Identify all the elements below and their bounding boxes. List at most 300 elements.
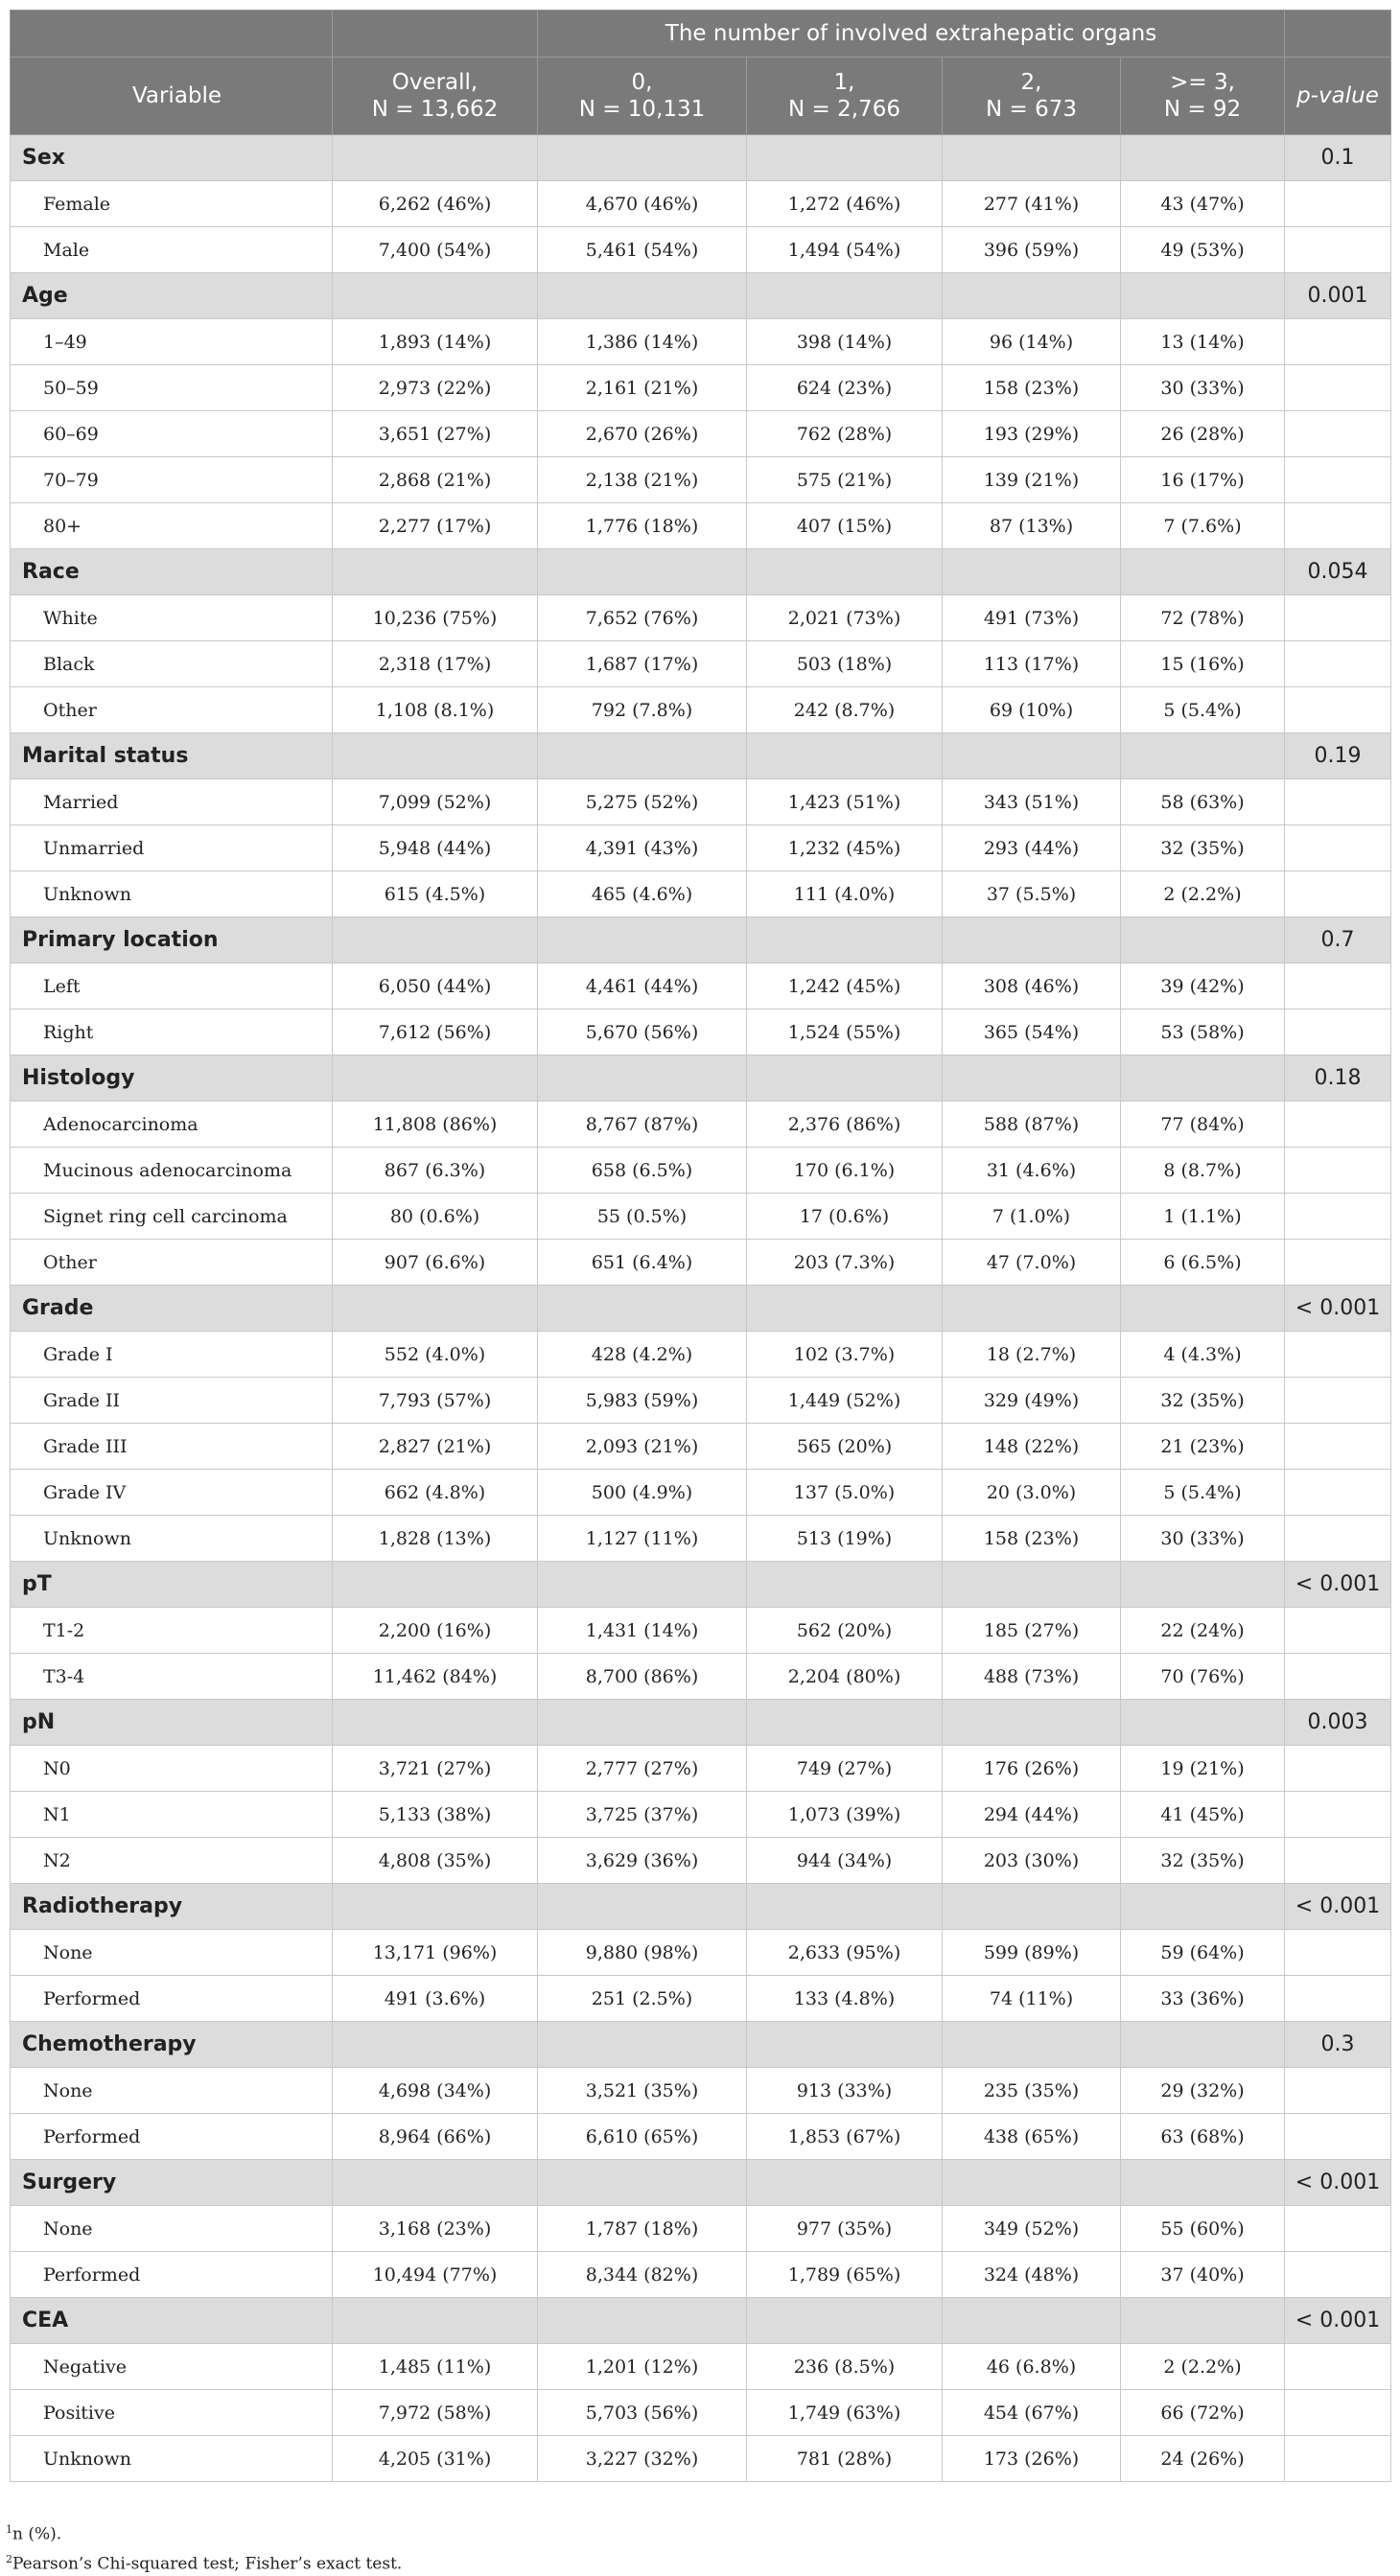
row-label: 1–49	[11, 319, 333, 365]
value-cell: 3,629 (36%)	[538, 1838, 747, 1884]
pvalue-empty-cell	[1285, 1930, 1391, 1976]
table-row	[11, 411, 1391, 457]
header-overall-line2: N = 13,662	[371, 97, 499, 122]
value-cell: 8,700 (86%)	[538, 1654, 747, 1700]
pvalue-empty-cell	[1285, 1378, 1391, 1424]
group-pvalue: 0.054	[1285, 549, 1391, 595]
value-cell: 277 (41%)	[943, 181, 1121, 227]
row-label: None	[11, 2068, 333, 2114]
value-cell: 21 (23%)	[1121, 1424, 1285, 1470]
group-empty-cell	[538, 549, 747, 595]
group-empty-cell	[943, 1700, 1121, 1746]
group-label: pT	[11, 1562, 333, 1608]
group-empty-cell	[333, 1884, 538, 1930]
table-row	[11, 2436, 1391, 2482]
group-label: Grade	[11, 1286, 333, 1332]
value-cell: 913 (33%)	[747, 2068, 943, 2114]
value-cell: 1,108 (8.1%)	[333, 687, 538, 733]
header-overall-line1: Overall,	[391, 70, 478, 95]
pvalue-empty-cell	[1285, 1838, 1391, 1884]
pvalue-empty-cell	[1285, 1470, 1391, 1516]
value-cell: 8 (8.7%)	[1121, 1148, 1285, 1194]
table-body	[11, 135, 1391, 2482]
group-row	[11, 1286, 1391, 1332]
value-cell: 235 (35%)	[943, 2068, 1121, 2114]
group-empty-cell	[1121, 1884, 1285, 1930]
value-cell: 343 (51%)	[943, 779, 1121, 825]
row-label: Other	[11, 1240, 333, 1286]
pvalue-empty-cell	[1285, 2344, 1391, 2390]
value-cell: 15 (16%)	[1121, 641, 1285, 687]
row-label: Mucinous adenocarcinoma	[11, 1148, 333, 1194]
value-cell: 137 (5.0%)	[747, 1470, 943, 1516]
pvalue-empty-cell	[1285, 1332, 1391, 1378]
value-cell: 185 (27%)	[943, 1608, 1121, 1654]
row-label: T3-4	[11, 1654, 333, 1700]
table-row	[11, 319, 1391, 365]
group-pvalue: < 0.001	[1285, 2298, 1391, 2344]
group-pvalue: 0.19	[1285, 733, 1391, 779]
group-empty-cell	[538, 1700, 747, 1746]
value-cell: 428 (4.2%)	[538, 1332, 747, 1378]
value-cell: 2,868 (21%)	[333, 457, 538, 503]
value-cell: 1,242 (45%)	[747, 963, 943, 1010]
header-spacer-left	[11, 11, 333, 58]
value-cell: 1,386 (14%)	[538, 319, 747, 365]
value-cell: 2,633 (95%)	[747, 1930, 943, 1976]
pvalue-empty-cell	[1285, 319, 1391, 365]
group-empty-cell	[747, 1562, 943, 1608]
value-cell: 242 (8.7%)	[747, 687, 943, 733]
table-row	[11, 1424, 1391, 1470]
value-cell: 1,853 (67%)	[747, 2114, 943, 2160]
footnote-2-mark: 2	[6, 2552, 12, 2565]
group-row	[11, 1056, 1391, 1102]
group-row	[11, 917, 1391, 963]
value-cell: 2 (2.2%)	[1121, 2344, 1285, 2390]
header-group-2	[943, 58, 1121, 135]
value-cell: 491 (73%)	[943, 595, 1121, 641]
value-cell: 3,721 (27%)	[333, 1746, 538, 1792]
value-cell: 5,670 (56%)	[538, 1010, 747, 1056]
value-cell: 158 (23%)	[943, 1516, 1121, 1562]
value-cell: 7 (1.0%)	[943, 1194, 1121, 1240]
table-row	[11, 2390, 1391, 2436]
group-empty-cell	[333, 549, 538, 595]
group-pvalue: < 0.001	[1285, 1286, 1391, 1332]
pvalue-empty-cell	[1285, 1010, 1391, 1056]
value-cell: 4,808 (35%)	[333, 1838, 538, 1884]
table-row	[11, 779, 1391, 825]
value-cell: 1,485 (11%)	[333, 2344, 538, 2390]
row-label: Adenocarcinoma	[11, 1102, 333, 1148]
header-variable: Variable	[11, 58, 333, 135]
pvalue-empty-cell	[1285, 641, 1391, 687]
header-group-3plus	[1121, 58, 1285, 135]
table-row	[11, 871, 1391, 917]
value-cell: 1,789 (65%)	[747, 2252, 943, 2298]
group-empty-cell	[747, 2022, 943, 2068]
value-cell: 2,204 (80%)	[747, 1654, 943, 1700]
header-row-top	[11, 11, 1391, 58]
group-row	[11, 549, 1391, 595]
header-spacer-overall	[333, 11, 538, 58]
group-empty-cell	[333, 1700, 538, 1746]
group-empty-cell	[747, 1056, 943, 1102]
group-label: pN	[11, 1700, 333, 1746]
table-row	[11, 2344, 1391, 2390]
row-label: 50–59	[11, 365, 333, 411]
group-empty-cell	[1121, 2298, 1285, 2344]
pvalue-empty-cell	[1285, 1654, 1391, 1700]
group-empty-cell	[747, 917, 943, 963]
group-empty-cell	[943, 549, 1121, 595]
group-empty-cell	[943, 2022, 1121, 2068]
value-cell: 87 (13%)	[943, 503, 1121, 549]
group-empty-cell	[747, 1286, 943, 1332]
value-cell: 2,777 (27%)	[538, 1746, 747, 1792]
row-label: Grade I	[11, 1332, 333, 1378]
table-row	[11, 1010, 1391, 1056]
group-pvalue: 0.001	[1285, 273, 1391, 319]
group-empty-cell	[333, 1562, 538, 1608]
value-cell: 2,827 (21%)	[333, 1424, 538, 1470]
value-cell: 349 (52%)	[943, 2206, 1121, 2252]
pvalue-empty-cell	[1285, 779, 1391, 825]
value-cell: 16 (17%)	[1121, 457, 1285, 503]
row-label: Unknown	[11, 2436, 333, 2482]
value-cell: 658 (6.5%)	[538, 1148, 747, 1194]
value-cell: 77 (84%)	[1121, 1102, 1285, 1148]
value-cell: 176 (26%)	[943, 1746, 1121, 1792]
table-row	[11, 1378, 1391, 1424]
value-cell: 792 (7.8%)	[538, 687, 747, 733]
value-cell: 30 (33%)	[1121, 365, 1285, 411]
value-cell: 37 (40%)	[1121, 2252, 1285, 2298]
header-row-columns	[11, 58, 1391, 135]
value-cell: 26 (28%)	[1121, 411, 1285, 457]
pvalue-empty-cell	[1285, 1746, 1391, 1792]
value-cell: 203 (30%)	[943, 1838, 1121, 1884]
value-cell: 11,808 (86%)	[333, 1102, 538, 1148]
group-empty-cell	[747, 1700, 943, 1746]
group-empty-cell	[538, 1884, 747, 1930]
table-row	[11, 687, 1391, 733]
table-row	[11, 2206, 1391, 2252]
group-empty-cell	[943, 2160, 1121, 2206]
value-cell: 1,893 (14%)	[333, 319, 538, 365]
group-row	[11, 1884, 1391, 1930]
group-empty-cell	[943, 733, 1121, 779]
value-cell: 111 (4.0%)	[747, 871, 943, 917]
value-cell: 293 (44%)	[943, 825, 1121, 871]
value-cell: 1,127 (11%)	[538, 1516, 747, 1562]
value-cell: 2,200 (16%)	[333, 1608, 538, 1654]
table-row	[11, 2068, 1391, 2114]
value-cell: 1,524 (55%)	[747, 1010, 943, 1056]
row-label: Performed	[11, 2252, 333, 2298]
table-row	[11, 1148, 1391, 1194]
value-cell: 5,133 (38%)	[333, 1792, 538, 1838]
value-cell: 907 (6.6%)	[333, 1240, 538, 1286]
table-row	[11, 1792, 1391, 1838]
group-empty-cell	[333, 2298, 538, 2344]
value-cell: 365 (54%)	[943, 1010, 1121, 1056]
value-cell: 66 (72%)	[1121, 2390, 1285, 2436]
pvalue-empty-cell	[1285, 411, 1391, 457]
value-cell: 20 (3.0%)	[943, 1470, 1121, 1516]
value-cell: 3,227 (32%)	[538, 2436, 747, 2482]
pvalue-empty-cell	[1285, 871, 1391, 917]
group-label: Radiotherapy	[11, 1884, 333, 1930]
row-label: Signet ring cell carcinoma	[11, 1194, 333, 1240]
footnote-2-text: Pearson’s Chi-squared test; Fisher’s exact test.	[12, 2554, 403, 2574]
value-cell: 867 (6.3%)	[333, 1148, 538, 1194]
group-empty-cell	[1121, 2160, 1285, 2206]
footnote-1-text: n (%).	[12, 2524, 62, 2544]
group-pvalue: 0.7	[1285, 917, 1391, 963]
value-cell: 32 (35%)	[1121, 1838, 1285, 1884]
value-cell: 74 (11%)	[943, 1976, 1121, 2022]
value-cell: 6 (6.5%)	[1121, 1240, 1285, 1286]
pvalue-empty-cell	[1285, 595, 1391, 641]
value-cell: 8,344 (82%)	[538, 2252, 747, 2298]
row-label: 80+	[11, 503, 333, 549]
table-row	[11, 365, 1391, 411]
group-empty-cell	[1121, 273, 1285, 319]
group-label: Chemotherapy	[11, 2022, 333, 2068]
value-cell: 1,272 (46%)	[747, 181, 943, 227]
table-row	[11, 227, 1391, 273]
table-row	[11, 595, 1391, 641]
value-cell: 1,494 (54%)	[747, 227, 943, 273]
group-empty-cell	[1121, 2022, 1285, 2068]
group-empty-cell	[333, 2160, 538, 2206]
group-empty-cell	[943, 2298, 1121, 2344]
group-empty-cell	[333, 1286, 538, 1332]
group-row	[11, 1700, 1391, 1746]
group-label: CEA	[11, 2298, 333, 2344]
value-cell: 398 (14%)	[747, 319, 943, 365]
value-cell: 503 (18%)	[747, 641, 943, 687]
pvalue-empty-cell	[1285, 2068, 1391, 2114]
value-cell: 251 (2.5%)	[538, 1976, 747, 2022]
pvalue-empty-cell	[1285, 1608, 1391, 1654]
value-cell: 2,670 (26%)	[538, 411, 747, 457]
value-cell: 30 (33%)	[1121, 1516, 1285, 1562]
header-group-1-line2: N = 2,766	[788, 97, 900, 122]
value-cell: 41 (45%)	[1121, 1792, 1285, 1838]
value-cell: 6,262 (46%)	[333, 181, 538, 227]
row-label: Female	[11, 181, 333, 227]
value-cell: 24 (26%)	[1121, 2436, 1285, 2482]
pvalue-empty-cell	[1285, 2436, 1391, 2482]
value-cell: 80 (0.6%)	[333, 1194, 538, 1240]
table-row	[11, 1608, 1391, 1654]
table-row	[11, 825, 1391, 871]
value-cell: 1 (1.1%)	[1121, 1194, 1285, 1240]
value-cell: 13,171 (96%)	[333, 1930, 538, 1976]
value-cell: 5,948 (44%)	[333, 825, 538, 871]
value-cell: 69 (10%)	[943, 687, 1121, 733]
group-empty-cell	[747, 1884, 943, 1930]
row-label: 60–69	[11, 411, 333, 457]
header-group-0-line2: N = 10,131	[578, 97, 706, 122]
value-cell: 2,277 (17%)	[333, 503, 538, 549]
table-row	[11, 641, 1391, 687]
value-cell: 2,161 (21%)	[538, 365, 747, 411]
value-cell: 7,652 (76%)	[538, 595, 747, 641]
value-cell: 1,449 (52%)	[747, 1378, 943, 1424]
group-empty-cell	[1121, 1286, 1285, 1332]
value-cell: 2 (2.2%)	[1121, 871, 1285, 917]
row-label: Performed	[11, 2114, 333, 2160]
value-cell: 1,073 (39%)	[747, 1792, 943, 1838]
header-group-3plus-line2: N = 92	[1163, 97, 1242, 122]
value-cell: 329 (49%)	[943, 1378, 1121, 1424]
value-cell: 7,400 (54%)	[333, 227, 538, 273]
table-row	[11, 1332, 1391, 1378]
header-pvalue	[1285, 58, 1391, 135]
value-cell: 113 (17%)	[943, 641, 1121, 687]
group-empty-cell	[747, 135, 943, 181]
value-cell: 7,099 (52%)	[333, 779, 538, 825]
pvalue-empty-cell	[1285, 1102, 1391, 1148]
group-row	[11, 733, 1391, 779]
group-row	[11, 2160, 1391, 2206]
value-cell: 1,749 (63%)	[747, 2390, 943, 2436]
value-cell: 5 (5.4%)	[1121, 687, 1285, 733]
header-overall	[333, 58, 538, 135]
row-label: None	[11, 2206, 333, 2252]
pvalue-empty-cell	[1285, 1516, 1391, 1562]
pvalue-empty-cell	[1285, 2252, 1391, 2298]
value-cell: 2,093 (21%)	[538, 1424, 747, 1470]
value-cell: 1,423 (51%)	[747, 779, 943, 825]
group-empty-cell	[943, 917, 1121, 963]
value-cell: 96 (14%)	[943, 319, 1121, 365]
group-empty-cell	[943, 273, 1121, 319]
group-label: Histology	[11, 1056, 333, 1102]
value-cell: 588 (87%)	[943, 1102, 1121, 1148]
group-empty-cell	[538, 273, 747, 319]
pvalue-empty-cell	[1285, 687, 1391, 733]
row-label: Married	[11, 779, 333, 825]
value-cell: 562 (20%)	[747, 1608, 943, 1654]
pvalue-empty-cell	[1285, 2390, 1391, 2436]
value-cell: 491 (3.6%)	[333, 1976, 538, 2022]
value-cell: 1,776 (18%)	[538, 503, 747, 549]
pvalue-empty-cell	[1285, 227, 1391, 273]
table-row	[11, 1930, 1391, 1976]
row-label: Grade IV	[11, 1470, 333, 1516]
value-cell: 308 (46%)	[943, 963, 1121, 1010]
group-pvalue: 0.18	[1285, 1056, 1391, 1102]
value-cell: 762 (28%)	[747, 411, 943, 457]
table-row	[11, 1470, 1391, 1516]
value-cell: 39 (42%)	[1121, 963, 1285, 1010]
value-cell: 1,431 (14%)	[538, 1608, 747, 1654]
header-group-label: The number of involved extrahepatic organs	[538, 11, 1285, 58]
footnote-1-mark: 1	[6, 2523, 12, 2536]
group-pvalue: < 0.001	[1285, 2160, 1391, 2206]
value-cell: 500 (4.9%)	[538, 1470, 747, 1516]
value-cell: 55 (0.5%)	[538, 1194, 747, 1240]
value-cell: 4,461 (44%)	[538, 963, 747, 1010]
group-row	[11, 2298, 1391, 2344]
group-empty-cell	[943, 1286, 1121, 1332]
table-row	[11, 457, 1391, 503]
value-cell: 59 (64%)	[1121, 1930, 1285, 1976]
footnote-1	[6, 2518, 402, 2547]
group-pvalue: < 0.001	[1285, 1884, 1391, 1930]
value-cell: 575 (21%)	[747, 457, 943, 503]
group-empty-cell	[333, 135, 538, 181]
row-label: T1-2	[11, 1608, 333, 1654]
table-row	[11, 1194, 1391, 1240]
group-empty-cell	[538, 733, 747, 779]
value-cell: 55 (60%)	[1121, 2206, 1285, 2252]
table-row	[11, 1746, 1391, 1792]
value-cell: 19 (21%)	[1121, 1746, 1285, 1792]
header-group-1	[747, 58, 943, 135]
value-cell: 465 (4.6%)	[538, 871, 747, 917]
value-cell: 10,494 (77%)	[333, 2252, 538, 2298]
group-empty-cell	[333, 2022, 538, 2068]
row-label: Male	[11, 227, 333, 273]
value-cell: 615 (4.5%)	[333, 871, 538, 917]
value-cell: 1,232 (45%)	[747, 825, 943, 871]
group-empty-cell	[747, 2298, 943, 2344]
row-label: Performed	[11, 1976, 333, 2022]
value-cell: 170 (6.1%)	[747, 1148, 943, 1194]
value-cell: 7 (7.6%)	[1121, 503, 1285, 549]
row-label: Grade III	[11, 1424, 333, 1470]
header-group-3plus-line1: >= 3,	[1170, 70, 1235, 95]
value-cell: 8,767 (87%)	[538, 1102, 747, 1148]
table-row	[11, 181, 1391, 227]
value-cell: 488 (73%)	[943, 1654, 1121, 1700]
group-empty-cell	[538, 2022, 747, 2068]
row-label: Unknown	[11, 1516, 333, 1562]
group-label: Primary location	[11, 917, 333, 963]
value-cell: 2,318 (17%)	[333, 641, 538, 687]
group-row	[11, 1562, 1391, 1608]
value-cell: 1,828 (13%)	[333, 1516, 538, 1562]
value-cell: 7,972 (58%)	[333, 2390, 538, 2436]
table-row	[11, 503, 1391, 549]
row-label: Left	[11, 963, 333, 1010]
value-cell: 1,787 (18%)	[538, 2206, 747, 2252]
group-empty-cell	[747, 273, 943, 319]
group-empty-cell	[1121, 733, 1285, 779]
value-cell: 3,725 (37%)	[538, 1792, 747, 1838]
value-cell: 2,138 (21%)	[538, 457, 747, 503]
value-cell: 7,612 (56%)	[333, 1010, 538, 1056]
group-pvalue: < 0.001	[1285, 1562, 1391, 1608]
value-cell: 22 (24%)	[1121, 1608, 1285, 1654]
group-row	[11, 135, 1391, 181]
row-label: N0	[11, 1746, 333, 1792]
group-empty-cell	[943, 1562, 1121, 1608]
footnote-2	[6, 2547, 402, 2576]
value-cell: 944 (34%)	[747, 1838, 943, 1884]
value-cell: 5,983 (59%)	[538, 1378, 747, 1424]
value-cell: 624 (23%)	[747, 365, 943, 411]
table-row	[11, 963, 1391, 1010]
pvalue-empty-cell	[1285, 365, 1391, 411]
pvalue-empty-cell	[1285, 181, 1391, 227]
